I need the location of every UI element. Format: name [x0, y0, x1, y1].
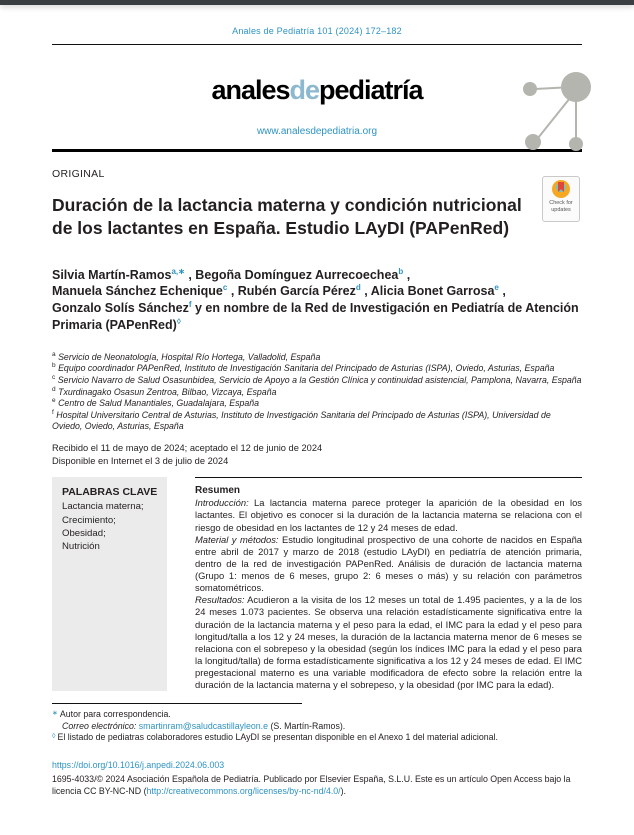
affiliation-item: $^a$ Servicio de Neonatología, Hospital Río Hortega, Valladolid, España	[52, 350, 321, 362]
bottom-block	[52, 760, 582, 799]
available-online-date: Disponible en Internet el 3 de julio de 2024	[52, 455, 229, 466]
doi-link[interactable]: https://doi.org/10.1016/j.anpedi.2024.06.003	[52, 759, 225, 770]
email-link[interactable]: smartinram@saludcastillayleon.e	[138, 720, 268, 731]
email-label: Correo electrónico:	[62, 720, 137, 731]
copyright-suffix: ).	[340, 786, 346, 797]
footnote-rule	[52, 703, 302, 704]
abstract-paragraph: Resultados: Acudieron a la visita de los 12 meses un total de 1.495 pacientes, y a la de los 24 meses 1.073 pacientes. Se observa una relación estadísticamente significativa entre la duración de la lactancia materna y el peso para la edad, el IMC para la edad y el peso para longitud/talla a los 12 y 24 meses, la duración de la lactancia materna menor de 6 meses se relaciona con el sobrepeso y la obesidad (según los índices IMC para la edad y el peso para la longitud/talla) de forma estadísticamente significativa a los 12 y 24 meses de edad. El IMC pregestacional materno es una variable modificadora de efecto sobre la relación entre la duración de la lactancia materna y el sobrepeso, y la obesidad (por IMC para la edad).	[195, 594, 582, 691]
keywords-abstract-section	[52, 477, 582, 691]
diamond-marker: ◊	[52, 733, 56, 741]
keyword-item: Obesidad;	[62, 527, 106, 539]
article-title: Duración de la lactancia materna y condición nutricional de los lactantes en España. Estudio LAyDI (PAPenRed)	[52, 195, 522, 239]
journal-citation: Anales de Pediatría 101 (2024) 172–182	[232, 26, 402, 36]
keyword-item: Nutrición	[62, 541, 100, 553]
author-token: , Begoña Domínguez Aurrecoechea$^b$	[188, 266, 404, 282]
bookmark-icon	[558, 182, 564, 192]
author-token: ,	[502, 284, 506, 299]
logo-part-de: de	[289, 75, 320, 105]
article-header	[52, 168, 582, 241]
keywords-box	[52, 477, 167, 691]
received-accepted-dates: Recibido el 11 de mayo de 2024; aceptado el 12 de junio de 2024	[52, 443, 323, 454]
author-token: y en nombre de la Red de Investigación en Pediatría de Atención Primaria (PAPenRed)◊	[52, 301, 579, 333]
author-affiliation-superscript: d	[355, 283, 361, 293]
author-token: , Alicia Bonet Garrosa$^e$	[364, 283, 499, 299]
author-token: Silvia Martín-Ramos$^{a,∗}$	[52, 266, 185, 282]
logo-part-anales: anales	[211, 75, 290, 105]
abstract-paragraph: Material y métodos: Estudio longitudinal prospectivo de una cohorte de nacidos en España entre abril de 2017 y marzo de 2018 (estudio LAyDI) en pediatría de atención primaria, dentro de la red de investigación PAPenRed. Análisis de duración de lactancia materna (Grupo 1: menos de 6 meses, grupo 2: 6 meses o más) y su relación con parámetros somatométricos.	[195, 533, 583, 594]
author-affiliation-superscript: b	[398, 266, 404, 276]
abstract-paragraphs	[195, 497, 582, 691]
check-for-updates-label: Check for updates	[549, 200, 573, 213]
keywords-list	[62, 500, 161, 553]
copyright-text: 1695-4033/© 2024 Asociación Española de Pediatría. Publicado por Elsevier España, S.L.U. Este es un artículo Open Access bajo la licencia CC BY-NC-ND (	[52, 774, 571, 797]
author-token: ,	[406, 267, 411, 282]
keyword-item: Crecimiento;	[62, 514, 116, 526]
affiliation-item: $^e$ Centro de Salud Manantiales, Guadalajara, España	[52, 397, 260, 409]
corresponding-author-note: ∗ Autor para correspondencia.	[52, 709, 171, 720]
article-dates	[52, 442, 582, 467]
author-list	[52, 267, 582, 334]
author-affiliation-superscript: a,∗	[171, 266, 185, 276]
collaborators-note: ◊ El listado de pediatras colaboradores estudio LAyDI se presentan disponible en el Anexo 1 del material adicional.	[52, 732, 498, 743]
author-affiliation-superscript: c	[222, 283, 228, 293]
abstract-heading: Resumen	[195, 485, 241, 497]
cc-license-link[interactable]: http://creativecommons.org/licenses/by-nc-nd/4.0/	[146, 786, 341, 797]
keywords-heading: PALABRAS CLAVE	[62, 486, 158, 499]
email-note: Correo electrónico: smartinram@saludcastillayleon.e (S. Martín-Ramos).	[62, 720, 346, 731]
affiliation-item: $^f$ Hospital Universitario Central de Asturias, Instituto de Investigación Sanitaria del Principado de Asturias (ISPA), Universidad de Oviedo, Oviedo, Asturias, España	[52, 408, 551, 431]
masthead-top-rule	[52, 44, 582, 45]
abstract-column	[195, 477, 582, 691]
asterisk-marker: ∗	[52, 710, 58, 718]
author-affiliation-superscript: e	[494, 283, 499, 293]
affiliation-list	[52, 351, 582, 432]
check-for-updates-badge[interactable]	[542, 176, 580, 222]
keyword-item: Lactancia materna;	[62, 501, 144, 513]
journal-website-link[interactable]: www.analesdepediatria.org	[256, 126, 378, 137]
footnotes-section	[52, 703, 582, 743]
journal-masthead	[0, 0, 634, 152]
affiliation-item: $^b$ Equipo coordinador PAPenRed, Instituto de Investigación Sanitaria del Principado de Asturias (ISPA), Oviedo, Asturias, España	[52, 362, 555, 374]
author-token: Manuela Sánchez Echenique$^c$	[52, 283, 228, 299]
crossmark-icon	[552, 180, 570, 198]
network-graph-logo	[488, 52, 598, 154]
author-token: Gonzalo Solís Sánchez$^f$	[52, 300, 192, 316]
author-affiliation-superscript: ◊	[176, 316, 181, 326]
abstract-paragraph: Introducción: La lactancia materna parece proteger la aparición de la obesidad en los lactantes. El objetivo es conocer si la duración de la lactancia materna se relaciona con el riesgo de obesidad en los lactantes de 12 y 24 meses de edad.	[195, 497, 582, 533]
author-token: , Rubén García Pérez$^d$	[230, 283, 361, 299]
affiliation-item: $^c$ Servicio Navarro de Salud Osasunbidea, Servicio de Apoyo a la Gestión Clínica y continuidad asistencial, Pamplona, Navarra, España	[52, 373, 582, 385]
abstract-top-rule	[195, 477, 582, 478]
section-label: ORIGINAL	[52, 168, 105, 180]
affiliation-item: $^d$ Txurdinagako Osasun Zentroa, Bilbao, Vizcaya, España	[52, 385, 277, 397]
logo-part-pediatria: pediatría	[319, 75, 423, 105]
author-affiliation-superscript: f	[188, 300, 192, 310]
